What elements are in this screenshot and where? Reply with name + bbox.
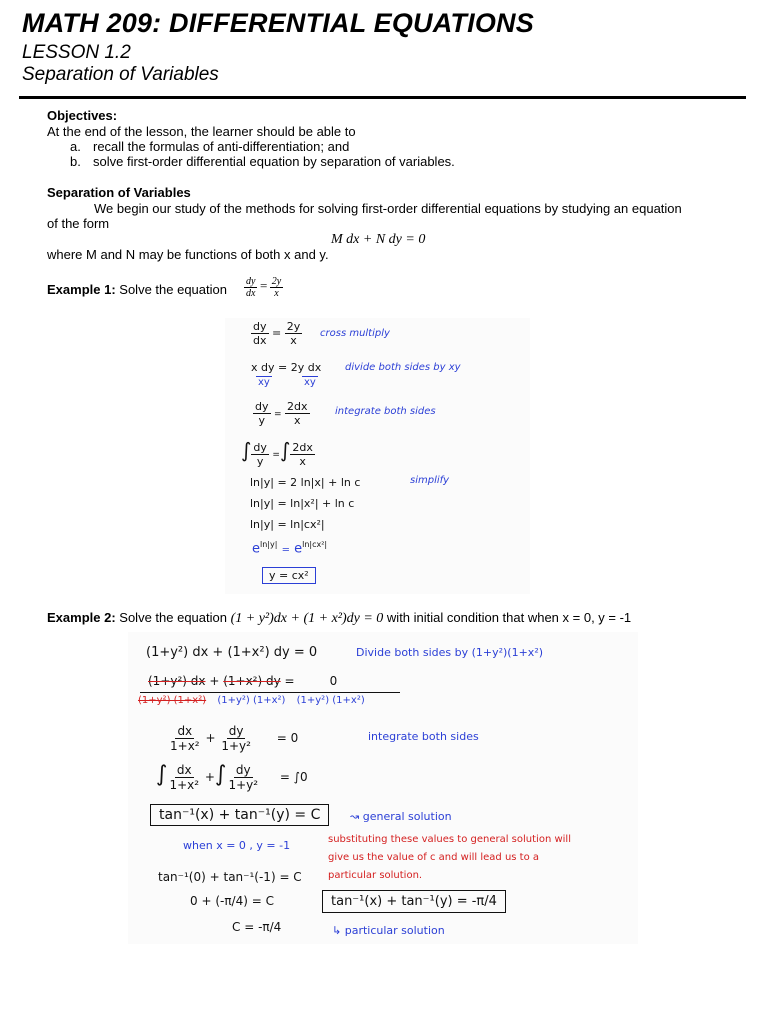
frac-num: 2dx <box>287 400 308 413</box>
example2-label: Example 2: <box>47 610 116 625</box>
exponent: ln|cx²| <box>302 540 328 549</box>
example1-label: Example 1: <box>47 282 116 297</box>
general-solution-note: general solution <box>362 810 452 823</box>
step3 <box>253 400 310 427</box>
ex2-step4 <box>156 762 308 792</box>
step4 <box>241 438 315 468</box>
note-simplify: simplify <box>410 475 450 486</box>
frac-den: 1+x² <box>169 778 200 792</box>
objective-item-b: solve first-order differential equation by separation of variables. <box>93 154 455 169</box>
step2: x dy = 2y dx <box>251 361 322 374</box>
frac-den: 1+y² <box>221 739 251 753</box>
plus-sign: + <box>204 770 215 784</box>
example1-statement <box>47 282 227 298</box>
header-divider <box>19 96 746 99</box>
integral-sign: ∫ <box>241 438 252 462</box>
step8 <box>252 540 327 556</box>
general-form-equation: M dx + N dy = 0 <box>331 232 426 247</box>
solve-c-step1: tan⁻¹(0) + tan⁻¹(-1) = C <box>158 870 302 884</box>
arrow-icon: ↳ <box>332 924 342 937</box>
frac-num: dy <box>235 763 251 777</box>
general-solution-box: tan⁻¹(x) + tan⁻¹(y) = C <box>150 804 329 826</box>
objective-marker-a: a. <box>70 139 81 154</box>
frac-den: x <box>290 334 297 347</box>
ex2-term-c: 0 <box>329 674 338 688</box>
lesson-subtitle: Separation of Variables <box>22 64 219 85</box>
plus-sign: + <box>205 731 216 745</box>
step5: ln|y| = 2 ln|x| + ln c <box>250 476 361 489</box>
frac-den: x <box>294 414 301 427</box>
solve-c-step3: C = -π/4 <box>232 920 282 934</box>
ex2-den-b: (1+y²) (1+x²) <box>217 695 286 706</box>
particular-solution-label <box>332 924 445 937</box>
ex2-step1: (1+y²) dx + (1+x²) dy = 0 <box>146 645 318 660</box>
frac-den: y <box>256 454 264 468</box>
section-heading: Separation of Variables <box>47 185 191 200</box>
frac-num: 2y <box>286 320 301 333</box>
objective-marker-b: b. <box>70 154 81 169</box>
particular-solution-note: particular solution <box>344 924 445 937</box>
particular-solution-box: tan⁻¹(x) + tan⁻¹(y) = -π/4 <box>322 890 506 913</box>
step7: ln|y| = ln|cx²| <box>250 518 325 531</box>
example2-text-before: Solve the equation <box>119 610 227 625</box>
ex2-step3-rhs: = 0 <box>276 731 299 745</box>
ex2-step4-rhs: = ∫0 <box>279 770 308 784</box>
plus-sign: + <box>209 674 224 688</box>
example2-text-after: with initial condition that when x = 0, y = -1 <box>386 610 632 625</box>
ex2-term-b: (1+x²) dy <box>223 674 281 688</box>
ex2-note-divide: Divide both sides by (1+y²)(1+x²) <box>356 646 544 659</box>
eq-num: dy <box>246 276 256 287</box>
section-text-line1: We begin our study of the methods for solving first-order differential equations by studying an equation <box>94 201 682 216</box>
frac-num: dx <box>176 763 192 777</box>
step2-den-right: xy <box>304 377 316 388</box>
note-cross-multiply: cross multiply <box>320 328 390 339</box>
integral-sign: ∫ <box>214 762 227 787</box>
equals-sign: = <box>274 409 282 420</box>
frac-num: dy <box>228 724 244 738</box>
frac-num: dy <box>253 320 267 333</box>
eq-den: x <box>274 288 279 299</box>
note-divide-xy: divide both sides by xy <box>345 362 461 373</box>
red-note-line1: substituting these values to general solution will <box>328 834 571 845</box>
ex2-note-integrate: integrate both sides <box>368 730 479 743</box>
frac-den: x <box>299 454 306 468</box>
eq-num: 2y <box>271 276 282 287</box>
ex2-step3 <box>168 724 298 753</box>
integral-sign: ∫ <box>279 438 291 462</box>
solve-c-step2: 0 + (-π/4) = C <box>190 894 274 908</box>
exp-base: e <box>294 541 303 557</box>
ex2-den-a: (1+y²) (1+x²) <box>138 695 207 706</box>
integral-sign: ∫ <box>156 762 168 787</box>
ex2-step2 <box>148 674 368 688</box>
red-note-line2: give us the value of c and will lead us to a <box>328 852 540 863</box>
exp-base: e <box>252 541 260 557</box>
step6: ln|y| = ln|x²| + ln c <box>250 497 355 510</box>
frac-num: dy <box>253 440 267 454</box>
lesson-number: LESSON 1.2 <box>22 42 131 63</box>
frac-den: dx <box>253 334 267 347</box>
section-text-line2: of the form <box>47 216 110 231</box>
ex2-den-c: (1+y²) (1+x²) <box>296 695 365 706</box>
frac-den: y <box>258 414 265 427</box>
objectives-heading: Objectives: <box>47 108 118 123</box>
example2-equation: (1 + y²)dx + (1 + x²)dy = 0 <box>230 611 384 626</box>
example2-handwritten-work <box>128 632 638 944</box>
note-integrate: integrate both sides <box>335 406 436 417</box>
general-solution-label <box>350 810 452 823</box>
example2-statement <box>47 610 631 627</box>
equals-sign: = <box>259 277 268 293</box>
equals-sign: = <box>272 450 280 460</box>
section-text-line3: where M and N may be functions of both x and y. <box>47 247 329 262</box>
step2-den-left: xy <box>258 377 270 388</box>
equals-sign: = <box>272 326 282 340</box>
ex2-step2-denominators <box>138 695 365 706</box>
example1-equation <box>244 276 283 299</box>
ex2-term-a: (1+y²) dx <box>148 674 206 688</box>
equals-sign: = <box>284 674 299 688</box>
example1-answer: y = cx² <box>262 567 316 584</box>
initial-condition-note: when x = 0 , y = -1 <box>183 839 291 852</box>
frac-num: 2dx <box>292 440 313 454</box>
frac-den: 1+y² <box>228 778 259 792</box>
example1-handwritten-work <box>225 318 530 594</box>
frac-den: 1+x² <box>170 739 200 753</box>
red-note-line3: particular solution. <box>328 870 423 881</box>
eq-den: dx <box>246 288 256 299</box>
example1-text: Solve the equation <box>119 282 227 297</box>
fraction-bar <box>140 692 400 693</box>
objective-item-a: recall the formulas of anti-differentiation; and <box>93 139 350 154</box>
frac-num: dy <box>255 400 269 413</box>
page-title: MATH 209: DIFFERENTIAL EQUATIONS <box>22 8 534 38</box>
frac-num: dx <box>177 724 193 738</box>
equals-sign: = <box>281 544 290 556</box>
arrow-icon: ↝ <box>350 810 360 823</box>
exponent: ln|y| <box>260 540 278 549</box>
objectives-intro: At the end of the lesson, the learner should be able to <box>47 124 356 139</box>
step1 <box>251 320 302 347</box>
